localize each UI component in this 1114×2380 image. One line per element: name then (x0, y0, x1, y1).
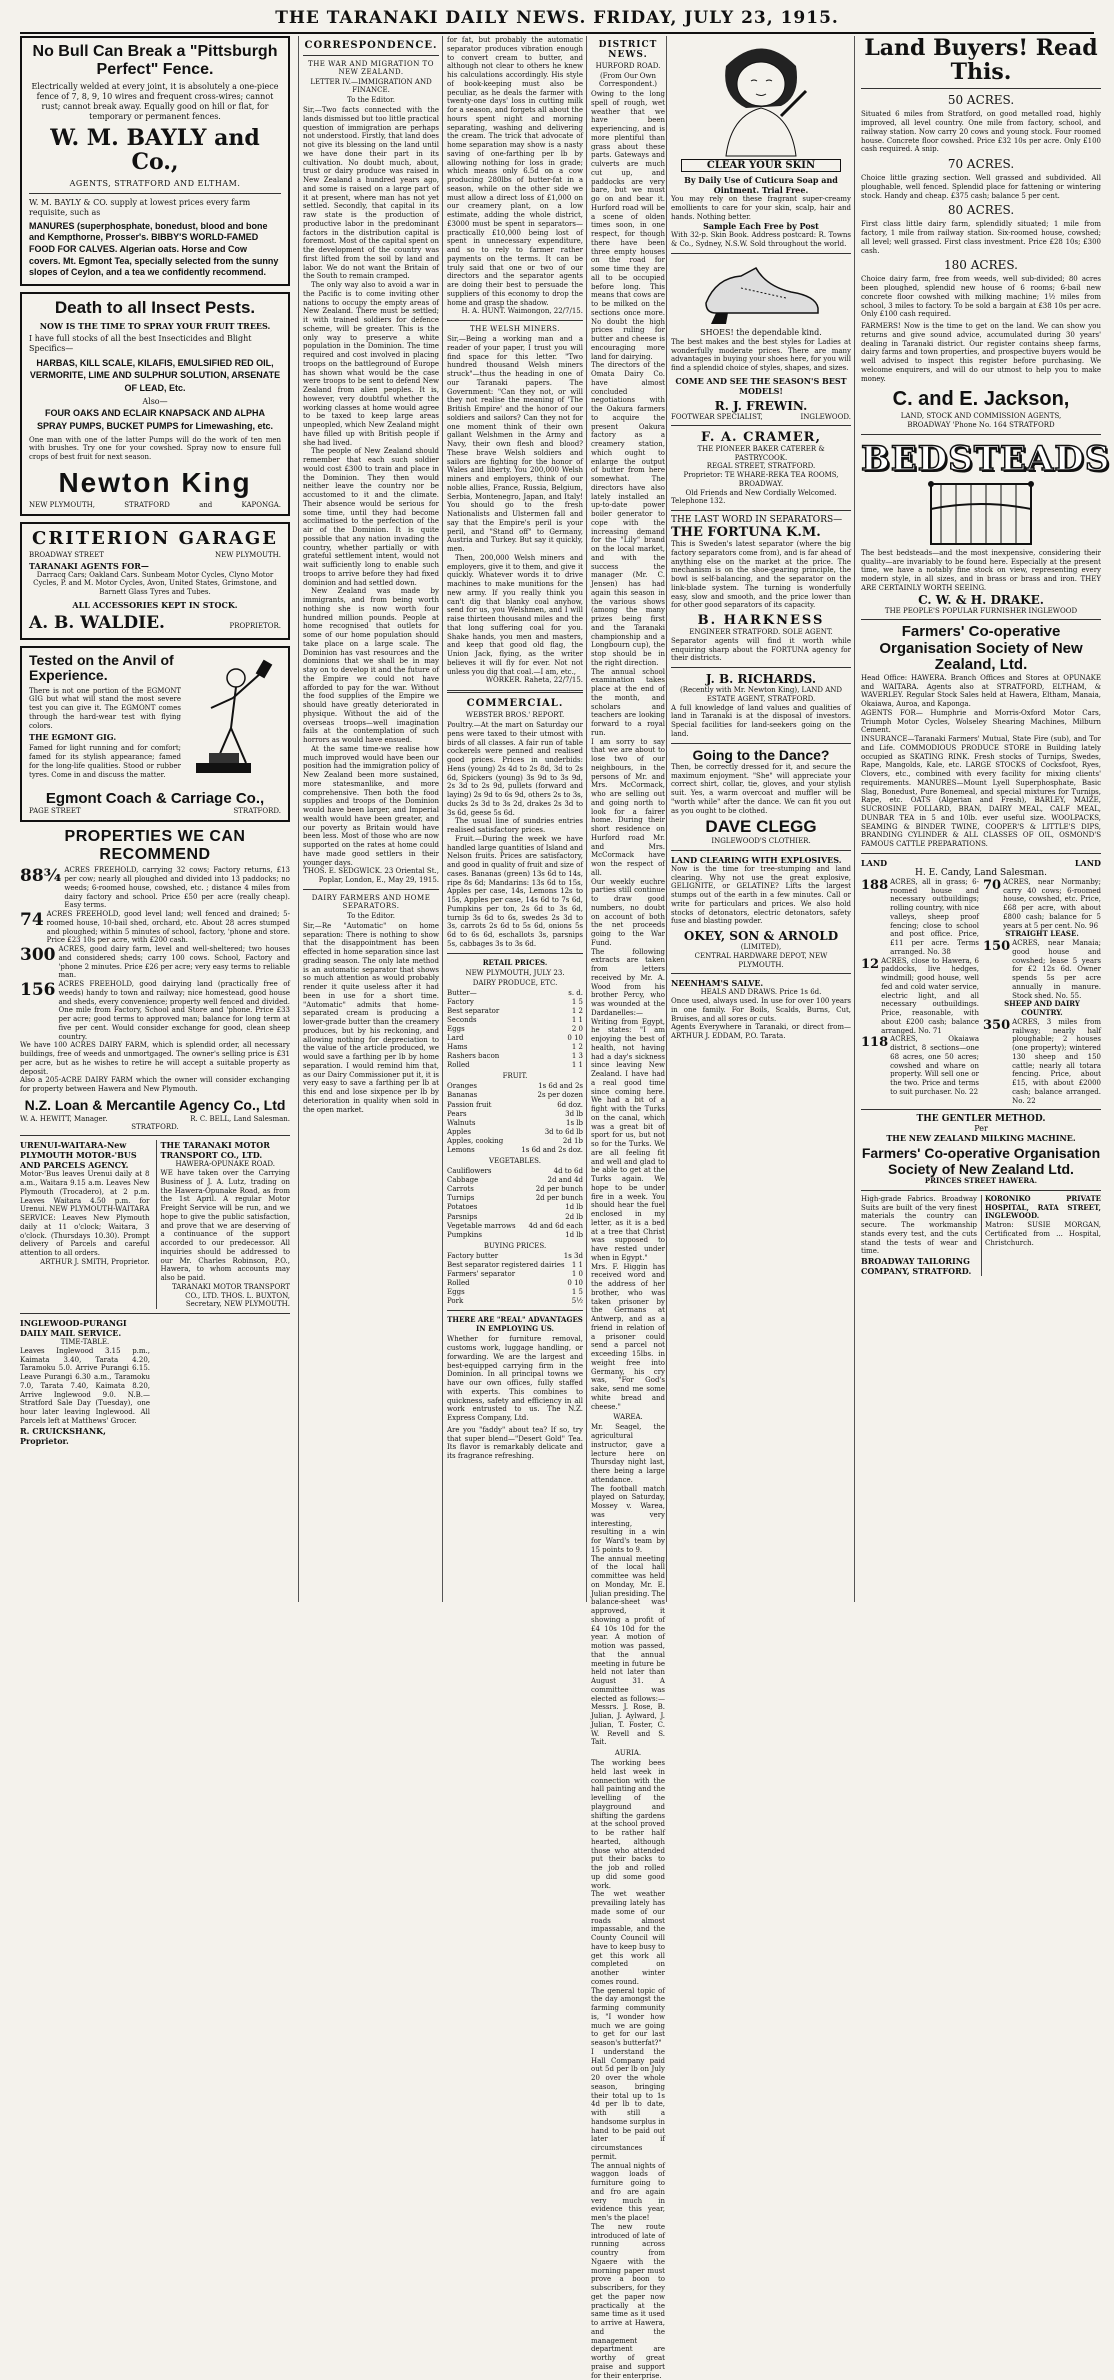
town-kaponga: KAPONGA. (241, 500, 281, 509)
property-description: ACRES FREEHOLD, good dairying land (practically free of weeds) handy to town and railway; nice homestead, good house and sheds, every convenience; property well fenced and divided. One mile from Factory, School and Store and 'phone. Price £33 per acre; good terms to approved man; balance for long term at five per cent. Would consider exchange for good, clean sheep country. (58, 980, 290, 1041)
advantages-heading: THERE ARE "REAL" ADVANTAGES IN EMPLOYING US. (447, 1315, 583, 1334)
bayly-agents: AGENTS, STRATFORD AND ELTHAM. (69, 178, 241, 188)
district-para: I understand the Hall Company paid out 5d per lb on July 20 over the whole season, bringing their total up to 1s 4d per lb to date, with still a handsome surplus in hand to be paid out later if circumstances permit. (591, 2047, 665, 2161)
salve-sub: HEALS AND DRAWS. Price 1s 6d. (700, 988, 822, 997)
purangi-title: INGLEWOOD-PURANGI DAILY MAIL SERVICE. (20, 1318, 127, 1339)
table-row: Parsnips 2d lb (447, 1212, 583, 1221)
letter3-title: THE WELSH MINERS. (470, 325, 560, 333)
woman-illustration (671, 36, 851, 156)
nz-loan-firm: N.Z. Loan & Mercantile Agency Co., Ltd (24, 1096, 286, 1113)
cramer-role: THE PIONEER BAKER CATERER & PASTRYCOOK. (697, 444, 825, 462)
bedsteads-body: The best bedsteads—and the most inexpensive, considering their quality—are invariably to be found here. Especially at the present time, we have a notably fine stock on view, representing every modern style, in all sizes, and in brass or brass and iron. THEY ARE CERTAINLY WORTH SEEING. (861, 548, 1101, 592)
pests-stock: I have full stocks of all the best Insecticides and Blight Specifics— (29, 333, 252, 353)
table-row: Farmers' separator 1 0 (447, 1270, 583, 1279)
cuticura-sample: Sample Each Free by Post (703, 221, 819, 232)
table-row: Apples, cooking 2d 1b (447, 1136, 583, 1145)
farm-title: 80 ACRES. (947, 203, 1015, 218)
bedstead-illustration (861, 479, 1101, 549)
district-news-heading: DISTRICT NEWS. (598, 40, 658, 60)
list-item (861, 93, 1101, 154)
district-para: Our weekly euchre parties still continue to draw good numbers, no doubt on account of both the net proceeds going to the War Fund. (591, 877, 665, 947)
property-acreage: 74 (20, 910, 44, 931)
okey-advertisement (671, 851, 851, 975)
land-clearing-headline: LAND CLEARING WITH EXPLOSIVES. (671, 854, 842, 865)
district-para: The general topic of the day amongst the farming community is, "I wonder how much we are going to get for our last season's butterfat?" (591, 1986, 665, 2047)
waldie-role: PROPRIETOR. (229, 621, 281, 630)
frewin-name: R. J. FREWIN. (714, 398, 808, 413)
correspondence-heading: CORRESPONDENCE. (304, 40, 438, 51)
land-buyers-headline: Land Buyers! Read This. (864, 35, 1098, 86)
gentler-sub: THE NEW ZEALAND MILKING MACHINE. (886, 1133, 1076, 1144)
webster-heading: WEBSTER BROS.' REPORT. (465, 711, 565, 719)
criterion-street: BROADWAY STREET (29, 550, 104, 559)
district-para: The football match played on Saturday, Mossey v. Warea, was very interesting, resulting in a win for Ward's team by 15 points to 9. (591, 1484, 665, 1554)
hospital-matron: Matron: SUSIE MORGAN, Certificated from ... Hospital, Christchurch. (985, 1221, 1101, 1247)
table-row: Factory 1 5 (447, 997, 583, 1006)
farm-description: Situated 6 miles from Stratford, on good metalled road, highly improved, all level country. One mile from factory, school, and railway station. Now carry 20 cows and young stock. Four roomed house. Concrete floor cowshed. Price £32 10s per acre. Only £100 cash required. A snip. (861, 110, 1101, 154)
table-row: Factory butter 1s 3d (447, 1251, 583, 1260)
buying-heading: BUYING PRICES. (483, 1241, 547, 1250)
criterion-agents: TARANAKI AGENTS FOR— (29, 560, 149, 571)
list-item (20, 910, 290, 945)
newton-king-towns (29, 501, 281, 509)
district-para: The new route introduced of late of running across country from Ngaere with the morning paper must prove a boon to subscribers, for they get the paper now practically at the same time as it used to arrive at Hawera, and the management department are worthy of great praise and support for their enterprise. (591, 2222, 665, 2380)
cuticura-body: You may rely on these fragrant super-creamy emollients to care for your skin, scalp, hair and hands. Nothing better. (671, 195, 851, 221)
cuticura-subheadline: By Daily Use of Cuticura Soap and Ointment. Trial Free. (684, 175, 838, 195)
table-row: Pumpkins 1d lb (447, 1230, 583, 1239)
farmers-note: FARMERS! Now is the time to get on the land. We can show you returns and give sound advice, accumulated during 30 years' dealing in Taranaki district. Our register contains sheep farms, dairy farms and town properties, and prospective buyers would be well advised to inspect this register before purchasing. We welcome enquirers, and will do our utmost to help you to make money. (861, 322, 1101, 383)
drake-name: C. W. & H. DRAKE. (918, 592, 1044, 607)
cramer-telephone: Telephone 132. (671, 497, 726, 506)
table-row: Turnips 2d per bunch (447, 1194, 583, 1203)
column-3 (442, 36, 583, 1602)
candy-acreage: 150 (983, 939, 1011, 955)
letter2-para: Sir,—Re "Automatic" on home separation: There is nothing to show that the disappointment has been effected in home separation since last grading season. The only late method is an automatic separator that shows so much attention as would probably render it quite useless after it had been in use for a short time. "Automatic" admits that home-separated cream is producing a lower-grade butter than the creamery produces, but by his reckoning, and allowing nothing for depreciation to the value of the article produced, we would save a farthing per lb by home separation. I would remind him that, as our Dairy Commissioner put it, it is very easy to save a farthing per lb at this end and lose sixpence per lb by deterioration in quality when sold in the open market. (303, 921, 439, 1114)
newton-king-name: Newton King (58, 466, 252, 498)
district-correspondent: (From Our Own Correspondent.) (598, 72, 658, 88)
farm-description: Choice little grazing section. Well grassed and subdivided. All ploughable, well fenced. Splendid place for fattening or wintering stock. Handy and cheap. £375 cash; balance 5 per cent. (861, 174, 1101, 200)
pests-advertisement (20, 292, 290, 516)
property-acreage: 300 (20, 945, 56, 966)
coop-list: INSURANCE—Taranaki Farmers' Mutual, State Fire (sub), and Tor and Life. COMMODIOUS PRODUCE STORE in Building lately occupied as SKATING RINK. Fresh stocks of Turnips, Swedes, Rape, Mangolds, Kale, etc. LARGE STOCKS of Cocksfoot, Ryes, Clovers, etc., combined with every facility for mixing clients' requirements. MANURES—Mount Lyell Superphosphate, Basic Slag, Bonedust, Pure Bonemeal, and special mixtures for Turnips, Rape, etc. OATS (Algerian and Fresh), BARLEY, MAIZE, SUCROSINE FOLLARD, BRAN, DAIRY MEAL, CALF MEAL, DUNBAR TEA in 5 and 10lb. ever useful size. WOOLPACKS, SEAMING & BINDER TWINE, COOPER'S & LITTLE'S DIPS, BRANDING CYLINDER & ALL CLASSES OF OIL, OSMOND'S FAMOUS CATTLE PREPARATIONS. (861, 735, 1101, 849)
frewin-town: INGLEWOOD. (800, 412, 851, 421)
candy-description: ACRES, close to Hawera, 6 paddocks, live hedges, windmill; good house, well fed and cold water service, electric light, and all necessary outbuildings. Price, reasonable, with about £200 cash; balance arranged. No. 71 (881, 956, 979, 1035)
candy-advertisement (861, 858, 1101, 1106)
bayly-body: MANURES (superphosphate, bonedust, blood and bone and Kempthorne, Prosser's. BIBBY'S WORLD-FAMED FOOD FOR CALVES. Algerian oats. Horse and Cow covers. Mt. Egmont Tea, specially selected from the sunny slopes of Ceylon, and a tea we confidently recommend. (29, 220, 279, 278)
frewin-role: FOOTWEAR SPECIALIST, (671, 412, 763, 421)
okey-address: CENTRAL HARDWARE DEPOT, NEW PLYMOUTH. (694, 951, 828, 969)
retail-heading: RETAIL PRICES. (482, 957, 548, 967)
district-para: The annual nights of waggon loads of furniture going to and fro are again very much in evidence this year, men's the place! (591, 2161, 665, 2222)
coop2-headline: Farmers' Co-operative Organisation Society of New Zealand Ltd. (861, 1145, 1101, 1177)
bayly-advertisement (20, 36, 290, 286)
purangi-body: Leaves Inglewood 3.15 p.m., Kaimata 3.40, Tarata 4.20, Taramoku 5.0. Arrive Purangi 6.15. Leave Purangi 6.30 a.m., Taramoku 7.0, Tarata 7.40, Kaimata 8.20, Arrive Inglewood 9.0. N.B.—Stratford Sale Day (Tuesday), one hour later leaving Inglewood. All Parcels left at Matthews' Grocer. (20, 1346, 150, 1425)
list-item (861, 1035, 979, 1096)
land-clearing-body: Now is the time for tree-stumping and land clearing. Why not use the great explosive, GELIGNITE, or GELATINE? Lifts the largest stumps out of the earth in a few minutes. Call or write for particulars and prices. We also hold stocks of detonators, electric detonators, safety fuse and blasting powder. (671, 864, 851, 926)
shoes-cta: COME AND SEE THE SEASON'S BEST MODELS! (675, 375, 847, 396)
okey-name: OKEY, SON & ARNOLD (683, 929, 839, 944)
town-stratford: STRATFORD (124, 500, 170, 509)
table-row: Hams 1 2 (447, 1043, 583, 1052)
anvil-product: THE EGMONT GIG. (29, 732, 117, 743)
fortuna-body: This is Sweden's latest separator (where the big factory separators come from), and is far ahead of anything else on the market at the price. The mechanism is on the shoe-gearing principle, the bowl is self-balancing, and the separator on the link-blade system. The turning is wonderfully easy, slow and smooth, and the price lower than for other good separators of its capacity. (671, 540, 851, 610)
advantages-body: Whether for furniture removal, customs work, luggage handling, or forwarding. We are the largest and best-equipped carrying firm in the Dominion. In all principal towns we have our own offices, fully staffed with experts. This combines to quickness, safety and efficiency in all work entrusted to us. The N.Z. Express Company, Ltd. (447, 1335, 583, 1423)
clegg-role: INGLEWOOD'S CLOTHIER. (711, 837, 811, 846)
milking-machine-advertisement (861, 1114, 1101, 1186)
candy-acreage: 188 (861, 877, 889, 893)
cramer-note: Old Friends and New Cordially Welcomed. (685, 488, 837, 497)
list-item (861, 258, 1101, 319)
webster-para: Fruit.—During the week we have handled large quantities of Island and Nelson fruits. Prices are satisfactory, and good in quality of fruit and size of cases. Bananas (green) 13s 6d to 14s, ripe 8s 6d; Mandarins: 13s 6d to 15s, Apples per case, 14s, Lemons 12s to 15s, Apples per case, 14s 6d to 7s 6d, Pumpkins per ton, 2s 6d to 3s 6d, turnip 3s 6d to 6s, swedes 2s 3d to 3s, carrots 2s 6d to 5s 6d, onions 5s 6d to 6s 6d, eschallots 3s, parsnips 5s, cabbages 3s to 3s 6d. (447, 834, 583, 948)
list-item (983, 939, 1101, 1000)
property-description: ACRES FREEHOLD, carrying 32 cows; Factory returns, £13 per cow; nearly all ploughed and divided into 13 paddocks; no weeds; 6-roomed house, cowshed, etc. ; distance 4 miles from dairy factory and school. Price £50 per acre (really cheap). Easy terms. (64, 866, 290, 910)
pests-sub: NOW IS THE TIME TO SPRAY YOUR FRUIT TREES. (39, 320, 271, 331)
clegg-name: DAVE CLEGG (705, 817, 817, 837)
letter1-para: New Zealand was made by immigrants, and from being worth nothing she is now worth four hundred million pounds. People at home recognised that outlets for some of our home population should take place on a large scale. The Dominion has vast resources and the dominions that we shall be in may stay on to develop it and the future of the Empire we could not have afforded to pay for the war. Without the food supplies of the Empire we should have greatly deteriorated in physique. Without the aid of the overseas troops—well imagination fails at the contemplation of such horrors as would have ensued. (303, 587, 439, 744)
sheep-country-label: SHEEP AND DAIRY COUNTRY. (1004, 999, 1080, 1018)
district-para: I am sorry to say that we are about to lose two of our neighbours, in the persons of Mr. and Mrs. McCormack, who are selling out and going north to look for a fairer home. During their short residence on Hurford road Mr. and Mrs. McCormack have won the respect of all. (591, 737, 665, 877)
egmont-town: STRATFORD. (233, 807, 281, 816)
taranaki-motor-body: WE have taken over the Carrying Business of J. A. Lutz, trading on the Hawera-Opunake Road, as from the 1st April. A regular Motor Freight Service will be run, and we hope to give the public satisfaction, and prove that we are deserving of a continuance of the support accorded to our predecessor. All inquiries should be addressed to our Mr. Charles Robinson, P.O., Hawera, to whom accounts may also be paid. (160, 1169, 290, 1283)
fortuna-name: THE FORTUNA K.M. (671, 525, 821, 540)
urenui-title: URENUI-WAITARA-New PLYMOUTH MOTOR-'BUS AND PARCELS AGENCY. (20, 1140, 137, 1171)
anvil-headline: Tested on the Anvil of Experience. (29, 651, 174, 684)
letter1-para: At the same time-we realise how much improved would have been our position had the immigration policy of New Zealand been more sustained, more statesmanlike, and more comprehensive. Then both the food supplies and troops of the Dominion would have been larger, and Imperial wealth would have been greater, and our poverty as Britain would have been less. Most of those who are now supported on the rates at home could have made good settlers in their younger days. (303, 744, 439, 867)
candy-description: ACRES, Okaiawa district, 8 sections—one 68 acres, one 50 acres; cowshed and whare on property. Will sell one or the two. Price and terms to suit purchaser. No. 22 (890, 1035, 979, 1096)
column-1 (20, 36, 290, 1602)
shoes-caption: SHOES! the dependable kind. (700, 327, 822, 337)
criterion-stock: ALL ACCESSORIES KEPT IN STOCK. (72, 599, 238, 610)
salve-body: Once used, always used. In use for over 100 years in one family. For Boils, Scalds, Burns, Cut, Bruises, and all sores or cuts. (671, 997, 851, 1023)
candy-name: H. E. Candy, Land Salesman. (915, 867, 1047, 878)
table-row: Pears 3d lb (447, 1109, 583, 1118)
column-5 (854, 35, 1111, 1602)
desert-gold-tea: Are you "faddy" about tea? If so, try that super blend—"Desert Gold" Tea. Its flavor is remarkably delicate and its fragrance refreshing. (447, 1425, 583, 1461)
masthead-title: THE TARANAKI DAILY NEWS. FRIDAY, JULY 23, 1915. (275, 8, 839, 28)
anvil-body: There is not one portion of the EGMONT GIG but what will stand the most severe test you can give it. The EGMONT comes through the hard-wear test with flying colors. (29, 686, 181, 730)
letter1-to-editor: To the Editor. (347, 96, 395, 104)
district-para: The directors of the Omata Dairy Co. have almost concluded negotiations with the Oakura farmers to acquire the present Oakura factory as a creamery station, which ought to enlarge the output of butter from here somewhat. The directors have also lately installed an up-to-date power boiler generator to cope with the increasing demand for the "Lily" brand on the local market, and with the success the manager (Mr. C. Jensen) has had again this season in the various shows (among the many prizes being first and the Taranaki championship and a Longbourn cup), the stop should be in the right direction. (591, 361, 665, 667)
letter2-to-editor: To the Editor. (347, 911, 395, 920)
bayly-firm: W. M. BAYLY and Co., (50, 125, 260, 176)
pests-also: Also— (142, 397, 168, 407)
letter1-para: The only way also to avoid a war in the Pacific is to come inviting other nations to occupy the empty areas of New Zealand. There must be settled; it with trained soldiers for defence scheme, will be greater. This is the only way to preserve a white population in the Dominion. The time required and cost involved in placing troops on the battleground of Europe has shown what would be the case were troops to be sent to defend New Zealand from alien peoples. It is, however, very doubtful whether the working classes at home would agree to be taxed to keep large areas unpeopled, which New Zealand might have filled up with British people if she had lived. (303, 281, 439, 447)
candy-acreage: 350 (983, 1017, 1011, 1033)
letter1-title: THE WAR AND MIGRATION TO NEW ZEALAND. (308, 60, 434, 76)
frewin-advertisement (671, 254, 851, 426)
farm-description: First class little dairy farm, splendidly situated; 1 mile from factory, 1 mile from railway station. Six-roomed house, cowshed; all level; well grassed. First class investment. Price £28 10s; £300 cash. (861, 220, 1101, 255)
list-item (20, 980, 290, 1041)
list-item (861, 203, 1101, 255)
properties-headline: PROPERTIES WE CAN RECOMMEND (64, 828, 246, 863)
richards-advertisement (671, 668, 851, 744)
property-acreage: 88¾ (20, 866, 62, 887)
farm-title: 50 ACRES. (947, 93, 1015, 108)
table-row: Passion fruit 6d doz. (447, 1100, 583, 1109)
egmont-firm: Egmont Coach & Carriage Co., (45, 789, 265, 807)
land-label-left: LAND (861, 857, 888, 868)
purangi-name: R. CRUICKSHANK, Proprietor. (20, 1425, 106, 1446)
list-item (983, 878, 1101, 931)
gentler-per: Per (974, 1124, 988, 1134)
criterion-headline: CRITERION GARAGE (32, 527, 278, 549)
coop2-address: PRINCES STREET HAWERA. (924, 1176, 1038, 1186)
properties-advertisement (20, 828, 290, 1131)
table-row: Lemons 1s 6d and 2s doz. (447, 1146, 583, 1154)
shoe-illustration (671, 258, 851, 328)
column-2 (298, 36, 439, 1602)
property-description: ACRES FREEHOLD, good level land; well fenced and drained; 5-roomed house, 10-bail shed, orchard, etc. About 28 acres stumped and ploughed; within 5 minutes of school, factory, 'phone and store. Price £23 10s per acre, with £200 cash. (46, 910, 290, 945)
table-row: Eggs 1 5 (447, 1288, 583, 1297)
nz-loan-manager: W. A. HEWITT, Manager. (20, 1115, 108, 1124)
cramer-advertisement (671, 426, 851, 511)
cuticura-small: With 32-p. Skin Book. Address postcard: R. Towns & Co., Sydney, N.S.W. Sold throughout the world. (671, 231, 851, 248)
district-para: Mrs. F. Higgin has received word and the address of her brother, who was taken prisoner by the Germans at Antwerp, and as a friend in relation of a prisoner could send a parcel not exceeding 15lbs. in weight free into Germany, his cry was, "For God's sake, send me some white bread and cheese." (591, 1262, 665, 1411)
jackson-firm: C. and E. Jackson, (892, 388, 1070, 411)
vegetable-price-table (447, 1167, 583, 1240)
cuticura-headline: CLEAR YOUR SKIN (681, 159, 841, 172)
candy-description: ACRES, near Normanby; carry 40 cows; 6-roomed house, cowshed, etc. Price, £68 per acre, with about £800 cash; balance for 5 years at 5 per cent. No. 96 (1003, 877, 1101, 930)
table-row: Seconds 1 1 (447, 1015, 583, 1024)
letter3-para: Sir,—Being a working man and a reader of your paper, I trust you will find space for this letter. "Two hundred thousand Welsh miners struck"—thus the heading in one of our Taranaki papers. The Government: "Can they not, or will they not realise the meaning of 'The British Empire' and the honor of our soldiers and sailors? Can they not for one moment think of their own gallant Welshmen in the Army and Navy, their own flesh and blood? These brave Welsh soldiers and sailors are fighting for the honor of Wales and liberty. You 200,000 Welsh miners and employers, think of our noble allies, France, Russia, Belgium, Serbia, Montenegro, Japan, and Italy! You should go to the fresh Nationalists and Ulstermen fall and say that the Empire's peril is your peril, and "Stand off" to Germany, Austria and Turkey. But say it quickly, men. (447, 335, 583, 553)
bayly-intro: Electrically welded at every joint, it is absolutely a one-piece fence of 7, 8, 9, 10 wires and frequent cross-wires; cannot rust; cannot break away. Equally good on hill or flat, for temporary or permanent fences. (31, 82, 279, 122)
coop-body: Head Office: HAWERA. Branch Offices and Stores at OPUNAKE and WAITARA. Agents also at STRATFORD, ELTHAM, & WAVERLEY. Regular Stock Sales held at Hawera, Eltham, Manaia, Okaiawa, Auroa, and Kaponga. (861, 673, 1101, 709)
fortuna-headline: THE LAST WORD IN SEPARATORS— (671, 515, 843, 525)
district-place: HURFORD ROAD. (595, 62, 661, 70)
salve-name: NEENHAM'S SALVE. (671, 978, 764, 989)
gentler-headline: THE GENTLER METHOD. (916, 1114, 1046, 1125)
criterion-advertisement (20, 522, 290, 640)
letter3-signature: WORKER. Raheta, 22/7/15. (485, 676, 583, 685)
property-acreage: 156 (20, 980, 56, 1001)
table-row: Cabbage 2d and 4d (447, 1176, 583, 1185)
taranaki-motor-name: TARANAKI MOTOR TRANSPORT CO., LTD. THOS. L. BUXTON, Secretary, NEW PLYMOUTH. (171, 1282, 290, 1309)
nz-loan-salesman: R. C. BELL, Land Salesman. (190, 1115, 290, 1124)
district-para: The working bees held last week in connection with the hall painting and the levelling of the playground and shifting the gardens at the school proved to be rather half hearted, although those who attended put their backs to the job and rolled up did some good work. (591, 1759, 665, 1890)
nz-loan-town: STRATFORD. (131, 1123, 179, 1132)
hospital-name: KORONIKO PRIVATE HOSPITAL, RATA STREET, INGLEWOOD. (985, 1193, 1101, 1221)
bedsteads-headline: BEDSTEADS (861, 438, 1111, 479)
district-place: WAREA. (613, 1413, 643, 1422)
dairy-price-table (447, 989, 583, 1071)
table-row: Bananas 2s per dozen (447, 1091, 583, 1100)
table-row: Carrots 2d per bunch (447, 1185, 583, 1194)
fortuna-advertisement (671, 511, 851, 668)
criterion-list: Darracq Cars; Oakland Cars. Sunbeam Motor Cycles, Clyno Motor Cycles, P. and M. Motor Cycles, Avon, United States, Grimstone, and Barnett Glass Tyres and Tubes. (33, 570, 277, 596)
richards-body2: A full knowledge of land values and qualities of land in Taranaki is at the disposal of investors. Special facilities for land-seekers going on the land. (671, 703, 851, 738)
letter1-para: Sir,—Two facts connected with the lands dismissed but too little practical question of immigration are perhaps not understood. Firstly, that land does not give its blessing on the land until we have done their part in its cultivation. No doubt much, about, trust or dairy produce was raised in New Zealand a hundred years ago, and some is raised on a large part of it at present, where man has not yet settled. Secondly, that capital in its raw state is the production of productive labor in the predominant factors in the distribution capital is foremost. Most of the capital spent on the development of the country was first lifted from the soil by land and labor. We do not want the Britain of the South to remain cramped. (303, 106, 439, 281)
list-item (861, 878, 979, 957)
transport-notices (20, 1140, 290, 1309)
district-para: Mr. Seagel, the agricultural instructor, gave a lecture here on Thursday night last, there being a large attendance. (591, 1423, 665, 1484)
land-label-right: LAND (1074, 857, 1101, 868)
tailoring-name: BROADWAY TAILORING COMPANY, STRATFORD. (861, 1256, 972, 1277)
richards-body: (Recently with Mr. Newton King), LAND AND ESTATE AGENT, STRATFORD. (679, 686, 843, 703)
cuticura-advertisement (671, 36, 851, 254)
vegetables-heading: VEGETABLES. (489, 1157, 541, 1166)
pests-list: HARBAS, KILL SCALE, KILAFIS, EMULSIFIED RED OIL, VERMORITE, LIME AND SULPHUR SOLUTION, ARSENATE OF LEAD, Etc. (29, 357, 281, 393)
candy-acreage: 118 (861, 1035, 889, 1051)
criterion-town: NEW PLYMOUTH. (215, 550, 281, 559)
letter1-para: The people of New Zealand should remember that each such soldier would cost £300 to train and place in the Dominion. They then would neither leave the country nor be accustomed to it and the climate. Their absence would be serious for some time, until they had become acclimatised to the perfection of the air of the Dominion. It is quite possible that any nation invading the country, whether partially or with grateful settlement intent, would not wait sufficiently long to enable such troops to arrive before they had fixed dominion and had settled down. (303, 447, 439, 587)
farm-title: 70 ACRES. (947, 157, 1015, 172)
harkness-body: Separator agents will find it worth while enquiring sharp about the FORTUNA agency for their districts. (671, 636, 851, 663)
candy-description: ACRES, 3 miles from railway; nearly half ploughable; 2 houses (one property); wintered 130 sheep and 150 cattle; nearly all totara fencing. Price, about £15, with about £2000 cash; balance arranged. No. 22 (1012, 1017, 1101, 1105)
farm-title: 180 ACRES. (944, 258, 1018, 273)
blacksmith-illustration (181, 653, 281, 787)
fruit-price-table (447, 1082, 583, 1155)
webster-para: Poultry.—At the mart on Saturday our pens were taxed to their utmost with birds of all classes. A fair run of table cockerels were penned and realised good prices. Prices in underbids: Hens (young) 2s 4d to 2s 8d, 3d to 2s 6d, Spickers (young) 3s 9d to 3s 9d, 2s 3d to 2s 9d, pullets (forward and laying) 2s 9d to 6s 9d, others 2s to 3s, ducks 2s 3d to 3s 2d, drakes 2s 3d to 3s 6d, geese 5s 6d. (447, 721, 583, 817)
property-list (20, 866, 290, 1041)
table-row: Best separator registered dairies 1 1 (447, 1260, 583, 1269)
pests-pumps: FOUR OAKS AND ECLAIR KNAPSACK AND ALPHA SPRAY PUMPS, BUCKET PUMPS for Limewashing, etc. (36, 408, 274, 432)
egmont-street: PAGE STREET (29, 807, 81, 816)
dance-headline: Going to the Dance? (692, 746, 830, 763)
waldie-name: A. B. WALDIE. (29, 612, 165, 633)
table-row: Eggs 2 0 (447, 1024, 583, 1033)
coop-headline: Farmers' Co-operative Organisation Society of New Zealand, Ltd. (879, 623, 1083, 674)
urenui-body: Motor-'Bus leaves Urenui daily at 8 a.m., Waitara 9.15 a.m. Leaves New Plymouth (Trocadero), at 2 p.m. Leaves Waitara 4.50 p.m. for Urenui. NEW PLYMOUTH-WAITARA SERVICE: Leaves New Plymouth daily at 11 o'clock; Waitara, 3 o'clock. (Thursdays 10.30). Prompt delivery of Parcels and careful attention to all orders. (20, 1170, 150, 1258)
shoes-body: The best makes and the best styles for Ladies at wonderfully moderate prices. There are many advantages in buying your shoes here, for you will find a splendid choice of styles, shapes, and sizes. (671, 337, 851, 372)
letter2-para: for fat, but probably the automatic separator produces vibration enough to convert cream to butter, and although not clear to others he knew his calculations accordingly. His style of book-keeping must also be peculiar, as he deals the farmer with twenty-one days' loss in cutting milk for a season, and forgets all about the hours spent night and morning separating, washing and delivering the cream. The trick that advocate of home separation may show is a nasty saving of one-farthing per lb by allowing nothing for loss in grade; which means only 6.5d on a cow producing 280lbs of butter-fat in a season, while on the other side we must allow a direct loss of £1,000 on our creamery plant, on a low estimate, adding the whole district, £3000 must be spent in separators—practically £10,000 being lost of spent in unnecessary expenditure, and so to rely to farmer rather payments on the terms. It can be truly said that one or two of our directors and the separator agents are doing their best to persuade the suppliers of this economy to drop the home and grasp the shadow. (447, 36, 583, 307)
retail-subheading: NEW PLYMOUTH, JULY 23. (465, 968, 565, 977)
cramer-name: F. A. CRAMER, (701, 429, 821, 445)
candy-acreage: 70 (983, 877, 1002, 893)
buying-price-table (447, 1252, 583, 1307)
urenui-name: ARTHUR J. SMITH, Proprietor. (40, 1257, 150, 1266)
table-row: Cauliflowers 4d to 6d (447, 1167, 583, 1176)
masthead (20, 4, 1094, 34)
coop-advertisement (861, 624, 1101, 849)
drake-advertisement (861, 438, 1111, 616)
district-para: The following extracts are taken from letters received by Mr. A. Wood from his brother Percy, who was wounded at the Dardanelles:—Writing from Egypt, he states: "I am enjoying the best of health, not having had a day's sickness since leaving New Zealand. I have had a real good time since coming here. We had a bit of a fight with the Turks on the canal, which was a great bit of sport for us, but not so for the Turks. We are all feeling fit and well and glad to be able to get at the Turks again. We hope to be under fire in a week. You should hear the fuel enclosed in my letter, as it is a bed at a tree that Christ was supposed to have rested under when in Egypt." (591, 947, 665, 1262)
letter2-title: DAIRY FARMERS AND HOME SEPARATORS. (311, 893, 431, 910)
harkness-role: ENGINEER STRATFORD. SOLE AGENT. (689, 628, 833, 636)
table-row: Pork 5½ (447, 1297, 583, 1306)
farm-list (861, 93, 1101, 319)
bottom-ads (861, 1195, 1101, 1276)
candy-acreage: 12 (861, 956, 880, 972)
jackson-role: LAND, STOCK AND COMMISSION AGENTS, (900, 412, 1062, 421)
property-description: ACRES, good dairy farm, level and well-sheltered; two houses and considered sheds; carry 100 cows. School, Factory and 'phone 2 minutes. Price £26 per acre; very easy terms to reliable man. (58, 945, 290, 980)
table-row: Rolled 1 1 (447, 1061, 583, 1070)
salve-agent: Agents Everywhere in Taranaki, or direct from— ARTHUR J. EDDAM, P.O. Tarata. (671, 1023, 851, 1041)
town-and: and (199, 500, 213, 509)
table-row: Best separator 1 2 (447, 1006, 583, 1015)
table-row: Walnuts 1s lb (447, 1118, 583, 1127)
table-row: Rolled 0 10 (447, 1279, 583, 1288)
richards-name: J. B. RICHARDS. (705, 672, 817, 686)
town-new-plymouth: NEW PLYMOUTH, (29, 500, 95, 509)
table-row: Apples 3d to 6d lb (447, 1127, 583, 1136)
okey-role: (LIMITED), (740, 943, 782, 952)
taranaki-motor-title: THE TARANAKI MOTOR TRANSPORT CO., LTD. (160, 1140, 270, 1161)
district-para: The annual meeting of the local hall committee was held on Monday, Mr. E. Julian presiding. The balance-sheet was approved, it showing a profit of £4 10s 10d for the year. A motion of motion was passed, that the annual meeting in future be held not later than August 31. A committee was elected as follows:—Messrs. J. Rose, B. Julian, J. Aylward, J. Julian, T. Foster, C. W. Revell and S. Tait. (591, 1554, 665, 1747)
commercial-heading: COMMERCIAL. (466, 698, 564, 709)
jackson-address: BROADWAY 'Phone No. 164 STRATFORD (907, 421, 1055, 430)
district-news-section (586, 36, 665, 2380)
dance-body: Then, be correctly dressed for it, and secure the maximum enjoyment. "She" will appreciate your correct shirt, collar, tie, gloves, and your stylish suit. Yes, a warm overcoat and muffler will be "worth while" after the dance. We can fit you out as you ought to be clothed. (671, 762, 851, 815)
letter1-signature: THOS. E. SEDGWICK. 23 Oriental St., Poplar, London, E., May 29, 1915. (303, 867, 439, 884)
fruit-heading: FRUIT. (502, 1072, 528, 1081)
list-item (20, 866, 290, 910)
pests-headline: Death to all Insect Pests. (54, 298, 256, 317)
letter3-para: Then, 200,000 Welsh miners and employers, give it to them, and give it quickly. Whatever words it to drive machines to make munitions for the new army. If you really think you can't dig that blanky coal anyhow, send for us, you Welshmen, and I will raise thirteen thousand miles and the that long suffering coal for you. Shake hands, you men and masters, and keep that good old flag, the Union Jack, flying, as the writer believes it will fly for ever. Not not unless you dig that coal.—I am, etc., (447, 553, 583, 676)
candy-description: ACRES, near Manaia; good house and cowshed; lease 5 years for £2 12s 6d. Owner spends 5s per acre annually in manure. Stock shed. No. 55. (1012, 939, 1101, 1000)
table-row: Butter— s. d. (447, 988, 583, 997)
fabrics-body: High-grade Fabrics. Broadway Suits are built of the very finest materials the country can secure. The workmanship stands every test, and the cuts stand the tests of wear and time. (861, 1194, 977, 1256)
district-place: AURIA. (614, 1749, 642, 1757)
list-item (861, 957, 979, 1036)
properties-note2: Also a 205-ACRE DAIRY FARM which the owner will consider exchanging for property between Hawera and New Plymouth. (20, 1076, 290, 1094)
list-item (861, 157, 1101, 200)
properties-note1: We have 100 ACRES DAIRY FARM, which is splendid order, all necessary buildings, free of weeds and unmortgaged. The owner's selling price is £31 per acre, but as he wishes to retire he will accept a suitable property as deposit. (20, 1041, 290, 1076)
webster-para: The usual line of sundries entries realised satisfactory prices. (447, 817, 583, 834)
cramer-address: REGAL STREET, STRATFORD. (706, 462, 816, 471)
pests-note: One man with one of the latter Pumps will do the work of ten men with brushes. Try one for your cowshed. Spray now to ensure full crops of best fruit for next season. (29, 435, 281, 462)
straight-lease-label: STRAIGHT LEASE. (1005, 929, 1079, 939)
cramer-proprietor: Proprietor: TE WHARE-REKA TEA ROOMS, BROADWAY. (683, 471, 839, 488)
taranaki-motor-route: HAWERA-OPUNAKE ROAD. (175, 1160, 275, 1169)
drake-role: THE PEOPLE'S POPULAR FURNISHER INGLEWOOD (884, 606, 1078, 615)
bayly-supply: W. M. BAYLY & CO. supply at lowest prices every farm requisite, such as (29, 197, 251, 217)
table-row: Lard 0 10 (447, 1033, 583, 1042)
clegg-advertisement (671, 744, 851, 851)
district-para: The annual school examination takes place at the end of the month, and scholars and teachers are looking forward to a royal run. (591, 667, 665, 737)
district-para: Owing to the long spell of rough, wet weather that we have been experiencing, and is more plentiful than grass about these parts. Gateways and culverts are much cut up, and paddocks are very bare, but we must go on and bear it. Hurford road will be a scene of olden times soon, in one respect, for though there have been three empty houses on the road for some time they are all to be occupied before long. This means that cows are to be milked on the sections once more. No doubt the high prices ruling for butter and cheese is encouraging more land for dairying. (591, 90, 665, 361)
anvil-body2: Famed for light running and for comfort; famed for its stylish appearance; famed for the long-life qualities. Stood or rubber tyres. Come in and discuss the matter. (29, 744, 181, 779)
farm-description: Choice dairy farm, free from weeds, well sub-divided; 80 acres been ploughed, splendid new house of 6 rooms; 6-bail new concrete floor cowshed with milking machine; 1½ miles from school, 3 miles to factory. To be sold a bargain at £38 10s per acre. Only £100 cash required. (861, 275, 1101, 319)
dairy-heading: DAIRY PRODUCE, ETC. (472, 978, 558, 987)
table-row: Oranges 1s 6d and 2s (447, 1082, 583, 1091)
bayly-headline: No Bull Can Break a "Pittsburgh Perfect" Fence. (32, 43, 278, 78)
table-row: Rashers bacon 1 3 (447, 1052, 583, 1061)
harkness-name: B. HARKNESS (697, 613, 825, 628)
table-row: Potatoes 1d lb (447, 1203, 583, 1212)
table-row: Vegetable marrows 4d and 6d each (447, 1221, 583, 1230)
candy-description: ACRES, all in grass; 6-roomed house and necessary outbuildings; rolling country, with nice valleys, sheep proof fencing; close to school and post office. Price, £11 per acre. Terms arranged. No. 38 (890, 877, 980, 956)
anvil-advertisement (20, 646, 290, 823)
letter2-signature: H. A. HUNT. Waimongon, 22/7/15. (461, 307, 583, 316)
salve-advertisement (671, 974, 851, 1045)
coop-agents: AGENTS FOR— Humphrie and Morris-Oxford Motor Cars, Triumph Motor Cycles, Wolseley Shearing Machines, Milburn Cement. (861, 708, 1101, 735)
letter1-subtitle: LETTER IV.—IMMIGRATION AND FINANCE. (310, 78, 432, 94)
list-item (20, 945, 290, 980)
ads-column-4 (666, 36, 851, 1602)
list-item (983, 1018, 1101, 1106)
purangi-mail-notice (20, 1318, 150, 1446)
purangi-table: TIME-TABLE. (60, 1338, 110, 1347)
district-para: The wet weather prevailing lately has made some of our roads almost impassable, and the County Council will have to keep busy to get this work all completed on another winter comes round. (591, 1890, 665, 1986)
